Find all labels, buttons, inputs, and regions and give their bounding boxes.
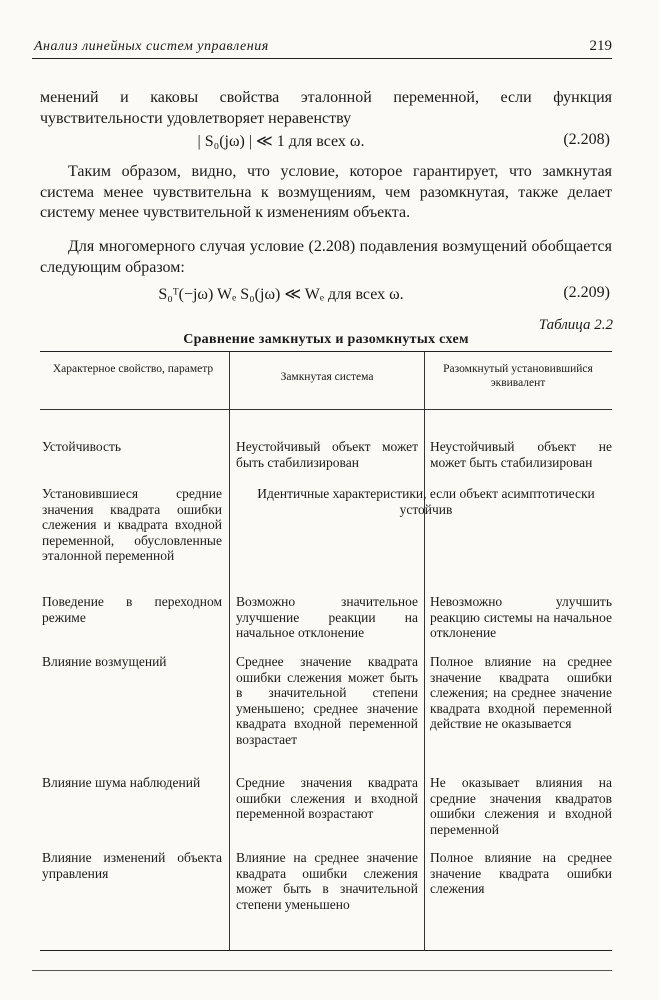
comparison-table bbox=[40, 351, 612, 951]
column-divider bbox=[424, 352, 425, 950]
header-property: Характерное свойство, параметр bbox=[52, 363, 214, 375]
row-property: Влияние возмущений bbox=[42, 654, 167, 669]
table-label: Таблица 2.2 bbox=[538, 317, 613, 333]
equation-text: S₀ᵀ(−jω) Wₑ S₀(jω) ≪ Wₑ для всех ω. bbox=[158, 286, 404, 303]
row-property: Устойчивость bbox=[42, 439, 122, 454]
equation-text: | S₀(jω) | ≪ 1 для всех ω. bbox=[197, 133, 365, 150]
row-shared: Идентичные характеристики, если объект асимптотически устойчив bbox=[257, 486, 595, 517]
paragraph-1: менений и каковы свойства эталонной переменной, если функция чувствительности удовлетворяет неравенству bbox=[40, 89, 612, 127]
row-closed: Влияние на среднее значение квадрата ошибки слежения может быть в значительной степени уменьшено bbox=[236, 850, 418, 912]
table-title: Сравнение замкнутых и разомкнутых схем bbox=[183, 332, 469, 347]
row-property: Влияние шума наблюдений bbox=[42, 775, 201, 790]
row-open: Полное влияние на среднее значение квадрата ошибки слежения; на среднее значение квадрата входной переменной действие не оказывается bbox=[430, 654, 612, 731]
bottom-rule bbox=[32, 970, 612, 971]
row-property: Установившиеся средние значения квадрата ошибки слежения и квадрата входной переменной, обусловленные эталонной переменной bbox=[42, 486, 222, 563]
row-closed: Средние значения квадрата ошибки слежения и входной переменной возрастают bbox=[236, 775, 418, 821]
row-open: Полное влияние на среднее значение квадрата ошибки слежения bbox=[430, 850, 612, 896]
row-open: Неустойчивый объект не может быть стабилизирован bbox=[430, 439, 612, 470]
row-property: Поведение в переходном режиме bbox=[42, 594, 222, 625]
running-title: Анализ линейных систем управления bbox=[34, 39, 269, 54]
paragraph-2: Таким образом, видно, что условие, которое гарантирует, что замкнутая система менее чувствительна к возмущениям, чем разомкнутая, также делает систему менее чувствительной к изменениям объекта. bbox=[40, 163, 612, 221]
paragraph-3: Для многомерного случая условие (2.208) подавления возмущений обобщается следующим образом: bbox=[40, 238, 612, 276]
equation-2-209 bbox=[40, 284, 612, 306]
equation-number: (2.209) bbox=[563, 284, 610, 301]
header-open: Разомкнутый установившийся эквивалент bbox=[443, 363, 593, 389]
row-closed: Среднее значение квадрата ошибки слежения может быть в значительной степени уменьшено; среднее значение квадрата входной переменной возрастает bbox=[236, 654, 418, 747]
row-property: Влияние изменений объекта управления bbox=[42, 850, 222, 881]
row-open: Невозможно улучшить реакцию системы на начальное отклонение bbox=[430, 594, 612, 640]
equation-number: (2.208) bbox=[563, 131, 610, 148]
page-number: 219 bbox=[589, 38, 612, 54]
header-closed: Замкнутая система bbox=[280, 371, 374, 383]
row-closed: Неустойчивый объект может быть стабилизирован bbox=[236, 439, 418, 470]
row-open: Не оказывает влияния на средние значения квадратов ошибки слежения и входной переменной bbox=[430, 775, 612, 837]
header-divider bbox=[40, 409, 612, 410]
equation-2-208 bbox=[40, 131, 612, 153]
row-closed: Возможно значительное улучшение реакции на начальное отклонение bbox=[236, 594, 418, 640]
page-header bbox=[32, 36, 612, 59]
column-divider bbox=[229, 352, 230, 950]
